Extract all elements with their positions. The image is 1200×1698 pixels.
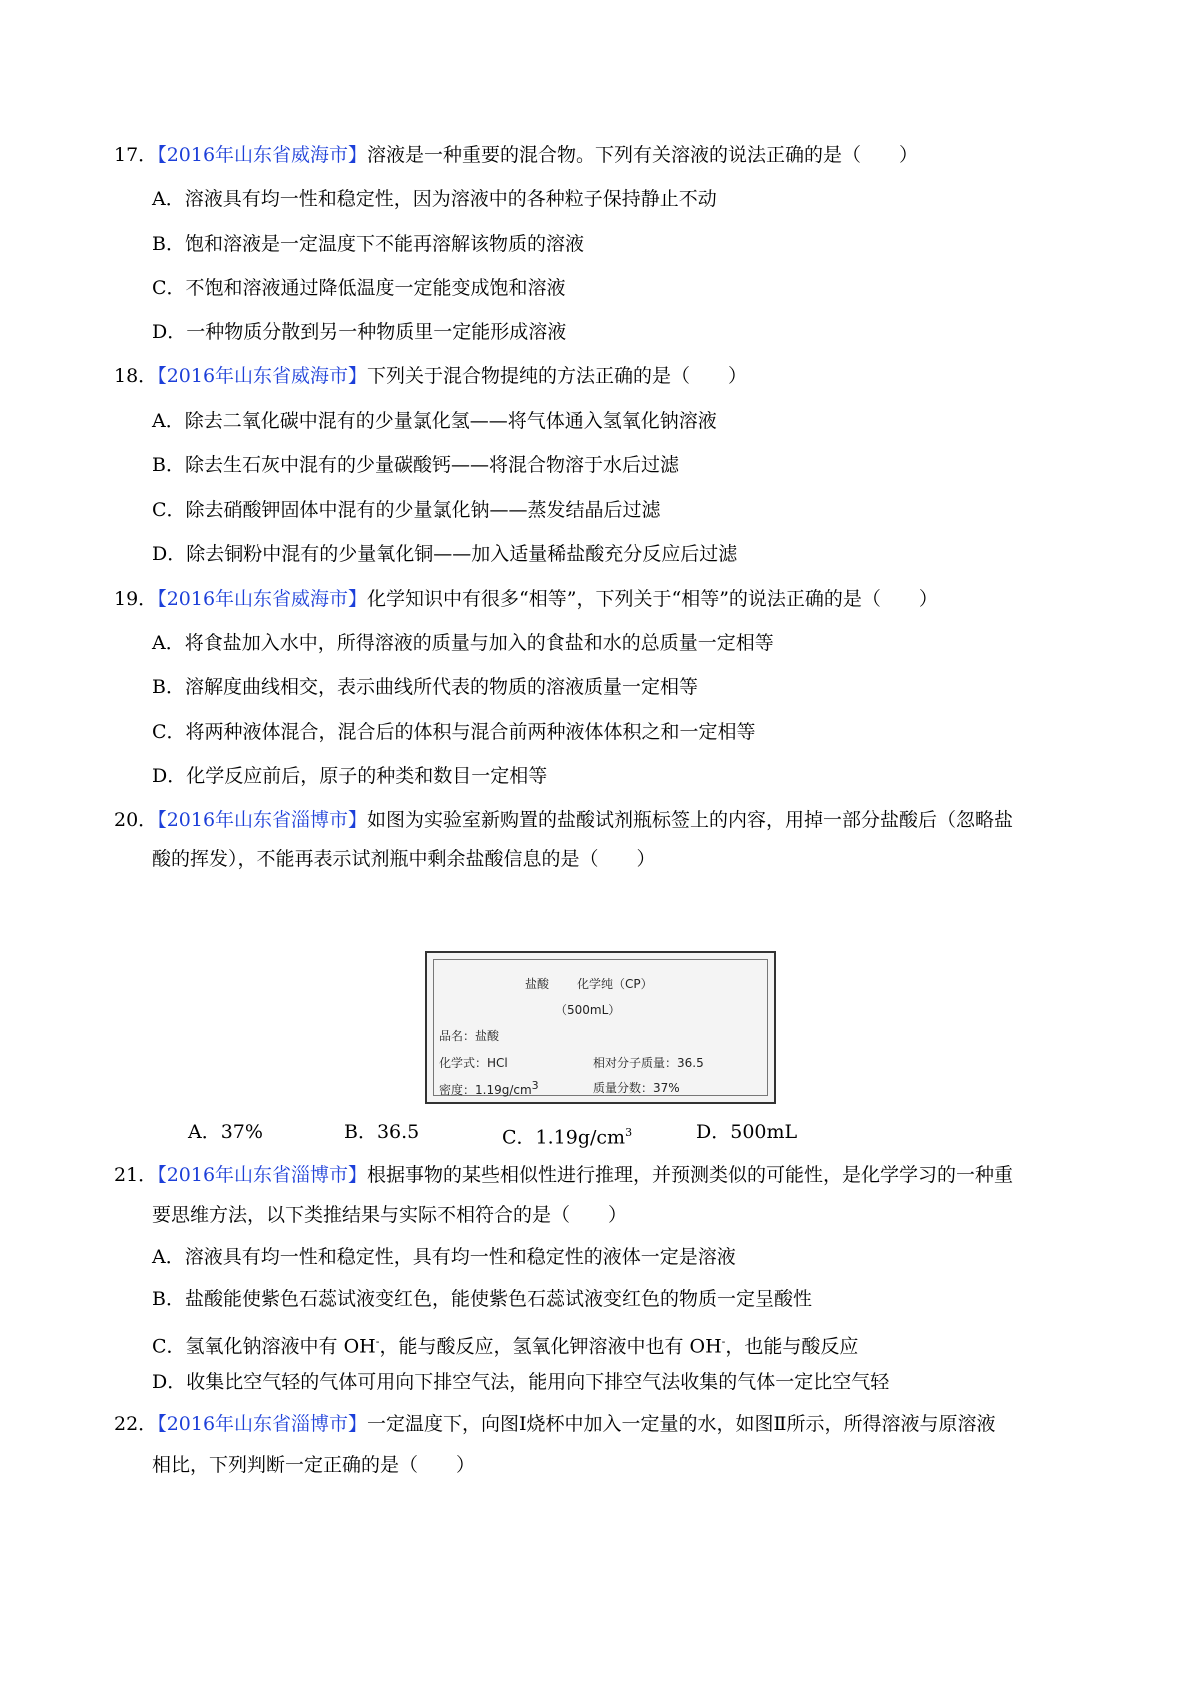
question-22-stem-cont: 相比，下列判断一定正确的是（ ） — [152, 1454, 476, 1476]
label-density: 密度：$1.19g/cm^3$ — [439, 1079, 539, 1097]
question-22-stem: 22．【2016年山东省淄博市】一定温度下，向图Ⅰ烧杯中加入一定量的水，如图Ⅱ所示，所得溶液与原溶液 — [114, 1413, 996, 1435]
label-mass-fraction: 质量分数：37% — [593, 1081, 680, 1095]
option-b: B．溶解度曲线相交，表示曲线所代表的物质的溶液质量一定相等 — [152, 676, 698, 698]
question-19-stem: 19．【2016年山东省威海市】化学知识中有很多“相等”，下列关于“相等”的说法正确的是（ ） — [114, 588, 938, 610]
question-21-stem: 21．【2016年山东省淄博市】根据事物的某些相似性进行推理，并预测类似的可能性，是化学学习的一种重 — [114, 1164, 1014, 1186]
source-tag: 【2016年山东省威海市】 — [157, 144, 368, 166]
option-d: D．化学反应前后，原子的种类和数目一定相等 — [152, 765, 548, 787]
option-b: B．除去生石灰中混有的少量碳酸钙——将混合物溶于水后过滤 — [152, 454, 679, 476]
label-name: 品名：盐酸 — [439, 1029, 500, 1043]
option-a: A．将食盐加入水中，所得溶液的质量与加入的食盐和水的总质量一定相等 — [152, 632, 774, 654]
source-tag: 【2016年山东省淄博市】 — [157, 1413, 368, 1435]
choice-d: D．500mL — [696, 1121, 798, 1143]
label-volume: （500mL） — [555, 1003, 621, 1017]
option-b: B．盐酸能使紫色石蕊试液变红色，能使紫色石蕊试液变红色的物质一定呈酸性 — [152, 1288, 812, 1310]
option-d: D．收集比空气轻的气体可用向下排空气法，能用向下排空气法收集的气体一定比空气轻 — [152, 1371, 890, 1393]
reagent-label-image — [425, 951, 776, 1104]
option-c: C．将两种液体混合，混合后的体积与混合前两种液体体积之和一定相等 — [152, 721, 756, 743]
label-molar-mass: 相对分子质量：36.5 — [593, 1056, 704, 1070]
option-b: B．饱和溶液是一定温度下不能再溶解该物质的溶液 — [152, 233, 584, 255]
question-20-stem: 20．【2016年山东省淄博市】如图为实验室新购置的盐酸试剂瓶标签上的内容，用掉一部分盐酸后（忽略盐 — [114, 809, 1014, 831]
option-a: A．溶液具有均一性和稳定性，具有均一性和稳定性的液体一定是溶液 — [152, 1246, 736, 1268]
option-c: C．不饱和溶液通过降低温度一定能变成饱和溶液 — [152, 277, 566, 299]
question-21-stem-cont: 要思维方法，以下类推结果与实际不相符合的是（ ） — [152, 1204, 628, 1226]
source-tag: 【2016年山东省淄博市】 — [157, 809, 368, 831]
question-18-stem: 18．【2016年山东省威海市】下列关于混合物提纯的方法正确的是（ ） — [114, 365, 748, 387]
source-tag: 【2016年山东省淄博市】 — [157, 1164, 368, 1186]
question-20-stem-cont: 酸的挥发），不能再表示试剂瓶中剩余盐酸信息的是（ ） — [152, 848, 656, 870]
option-c: C．除去硝酸钾固体中混有的少量氯化钠——蒸发结晶后过滤 — [152, 499, 661, 521]
option-a: A．溶液具有均一性和稳定性，因为溶液中的各种粒子保持静止不动 — [152, 188, 717, 210]
question-17-stem: 17．【2016年山东省威海市】溶液是一种重要的混合物。下列有关溶液的说法正确的是（ ） — [114, 144, 919, 166]
source-tag: 【2016年山东省威海市】 — [157, 588, 368, 610]
choice-b: B．36.5 — [344, 1121, 420, 1143]
option-d: D．一种物质分散到另一种物质里一定能形成溶液 — [152, 321, 567, 343]
label-formula: 化学式：HCl — [439, 1056, 508, 1070]
label-grade: 化学纯（CP） — [577, 977, 653, 991]
label-product: 盐酸 — [525, 977, 550, 991]
choice-c: C．$1.19g/cm^3$ — [502, 1126, 633, 1149]
source-tag: 【2016年山东省威海市】 — [157, 365, 368, 387]
option-d: D．除去铜粉中混有的少量氧化铜——加入适量稀盐酸充分反应后过滤 — [152, 543, 738, 565]
option-a: A．除去二氧化碳中混有的少量氯化氢——将气体通入氢氧化钠溶液 — [152, 410, 717, 432]
choice-a: A．37% — [188, 1121, 263, 1143]
option-c: C．氢氧化钠溶液中有 OH-，能与酸反应，氢氧化钾溶液中也有 OH-，也能与酸反应 — [152, 1335, 859, 1358]
